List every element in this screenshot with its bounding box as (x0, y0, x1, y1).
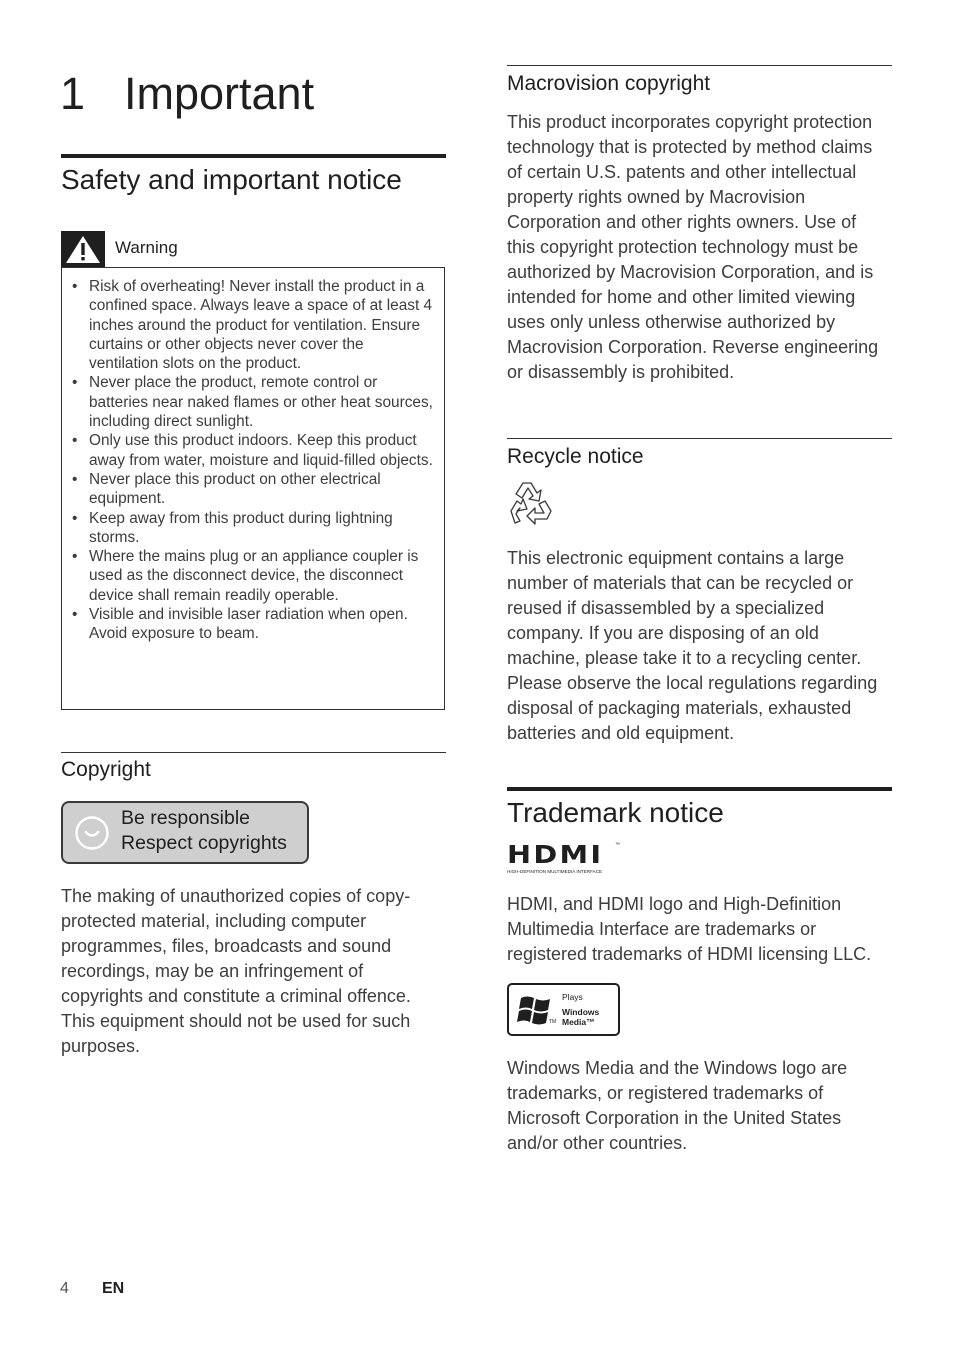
warning-item: • Keep away from this product during lightning storms. (89, 509, 434, 548)
wm-logo-tm: TM (549, 1019, 557, 1025)
macrovision-heading: Macrovision copyright (507, 72, 711, 95)
recycle-paragraph: This electronic equipment contains a large number of materials that can be recycled or reused if disassembled by a specialized company. If you are disposing of an old machine, please take it to a recycling center. Please observe the local regulations regarding disposal of packaging materials, exhausted batteries and old equipment. (507, 548, 878, 743)
warning-label: Warning (115, 238, 178, 257)
hdmi-paragraph: HDMI, and HDMI logo and High-Definition Multimedia Interface are trademarks or registered trademarks of HDMI licensing LLC. (507, 894, 872, 964)
wm-logo-windows: Windows (562, 1007, 600, 1017)
warning-item: • Where the mains plug or an appliance coupler is used as the disconnect device, the disconnect device shall remain readily operable. (89, 547, 434, 605)
warning-item: • Visible and invisible laser radiation when open. Avoid exposure to beam. (89, 605, 434, 644)
wm-text (507, 1056, 887, 1156)
warning-header (61, 231, 446, 267)
section-rule (507, 65, 892, 66)
recycle-icon (507, 479, 555, 529)
power-circle-icon (75, 816, 109, 850)
windows-media-logo (507, 983, 620, 1036)
hdmi-text (507, 892, 892, 967)
chapter-title (60, 64, 314, 124)
section-rule (61, 154, 446, 158)
warning-list (62, 268, 444, 644)
copyright-badge (61, 801, 309, 864)
warning-item: • Never place this product on other electrical equipment. (89, 470, 434, 509)
copyright-paragraph: The making of unauthorized copies of copy-protected material, including computer programmes, files, broadcasts and sound recordings, may be an infringement of copyrights and constitute a criminal offence. This equipment should not be used for such purposes. (61, 886, 411, 1056)
warning-item: • Only use this product indoors. Keep this product away from water, moisture and liquid-filled objects. (89, 431, 434, 470)
hdmi-tm-mark: ™ (615, 842, 620, 848)
warning-item: • Risk of overheating! Never install the product in a confined space. Always leave a space of at least 4 inches around the product for ventilation. Ensure curtains or other objects never cover the ventilation slots on the product. (89, 277, 434, 373)
warning-item: • Never place the product, remote control or batteries near naked flames or other heat sources, including direct sunlight. (89, 373, 434, 431)
copyright-text (61, 884, 441, 1059)
warning-box (61, 267, 445, 710)
wm-logo-media: Media™ (562, 1017, 595, 1027)
chapter-title-text: Important (124, 68, 315, 119)
warning-icon (61, 231, 105, 267)
badge-line2: Respect copyrights (121, 832, 287, 854)
safety-heading: Safety and important notice (61, 164, 402, 195)
hdmi-logo-subtext: HIGH-DEFINITION MULTIMEDIA INTERFACE (507, 869, 603, 874)
wm-logo-plays: Plays (562, 992, 583, 1002)
trademark-heading: Trademark notice (507, 797, 724, 828)
macrovision-text (507, 110, 887, 385)
recycle-text (507, 546, 892, 746)
section-rule (61, 752, 446, 753)
language-code: EN (102, 1280, 125, 1297)
wm-paragraph: Windows Media and the Windows logo are trademarks, or registered trademarks of Microsoft Corporation in the United States and/or other countries. (507, 1058, 848, 1153)
macrovision-paragraph: This product incorporates copyright protection technology that is protected by method claims of certain U.S. patents and other intellectual property rights owned by Macrovision Corporation and other rights owners. Use of this copyright protection technology must be authorized by Macrovision Corporation, and is intended for home and other limited viewing uses only unless otherwise authorized by Macrovision Corporation. Reverse engineering or disassembly is prohibited. (507, 112, 879, 382)
hdmi-logo (507, 842, 622, 876)
hdmi-logo-text: HDMI (507, 840, 604, 869)
section-rule (507, 787, 892, 791)
page-number: 4 (60, 1280, 69, 1297)
copyright-heading: Copyright (61, 758, 151, 781)
recycle-heading: Recycle notice (507, 445, 644, 468)
section-rule (507, 438, 892, 439)
badge-line1: Be responsible (121, 807, 250, 829)
chapter-number: 1 (60, 68, 86, 119)
